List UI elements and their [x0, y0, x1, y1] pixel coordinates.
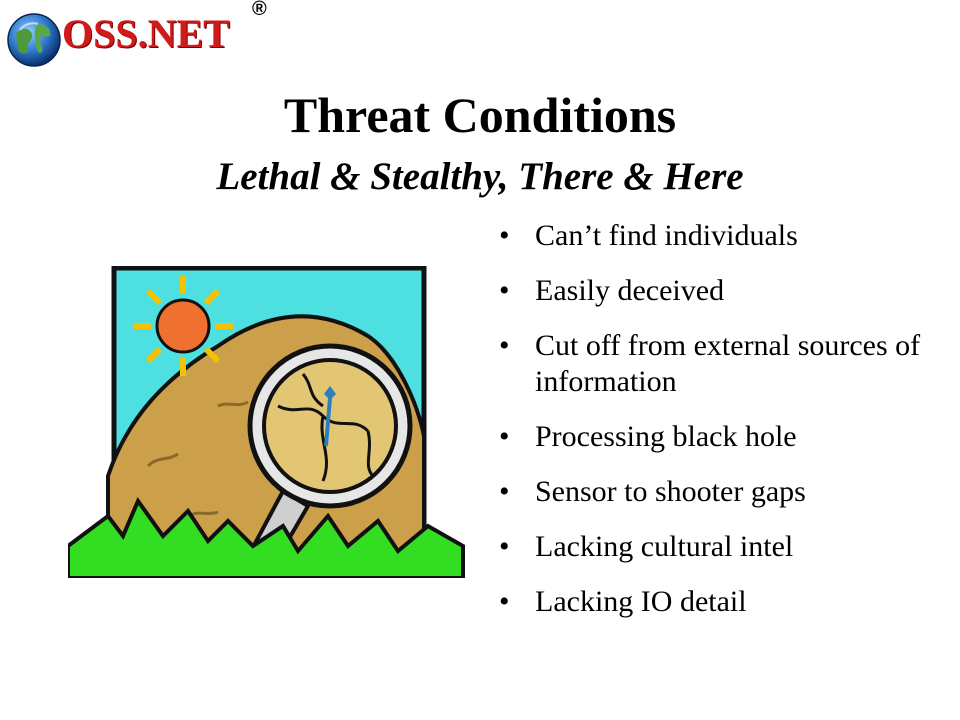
bullet-text: Cut off from external sources of information — [535, 329, 921, 398]
bullet-icon: • — [499, 585, 510, 618]
list-item — [497, 474, 937, 510]
magnifying-glass-clipart-icon — [68, 266, 468, 578]
list-item — [497, 584, 937, 620]
logo-wordmark: OSS.NET — [62, 11, 230, 56]
list-item — [497, 273, 937, 309]
bullet-icon: • — [499, 475, 510, 508]
bullet-list — [497, 218, 937, 639]
slide-title: Threat Conditions — [283, 87, 677, 143]
list-item — [497, 218, 937, 254]
list-item — [497, 529, 937, 565]
sun-icon — [133, 276, 233, 376]
bullet-text: Lacking cultural intel — [535, 530, 794, 563]
slide-subtitle: Lethal & Stealthy, There & Here — [216, 155, 744, 198]
bullet-icon: • — [499, 274, 510, 307]
list-item — [497, 419, 937, 455]
registered-mark: ® — [252, 0, 267, 20]
bullet-text: Processing black hole — [535, 420, 797, 453]
oss-net-logo — [4, 0, 294, 66]
bullet-text: Easily deceived — [535, 274, 725, 307]
globe-icon — [6, 12, 62, 68]
bullet-text: Can’t find individuals — [535, 219, 798, 252]
bullet-icon: • — [499, 219, 510, 252]
bullet-text: Sensor to shooter gaps — [535, 475, 806, 508]
bullet-icon: • — [499, 420, 510, 453]
bullet-text: Lacking IO detail — [535, 585, 747, 618]
bullet-icon: • — [499, 329, 510, 362]
bullet-icon: • — [499, 530, 510, 563]
list-item — [497, 328, 937, 400]
